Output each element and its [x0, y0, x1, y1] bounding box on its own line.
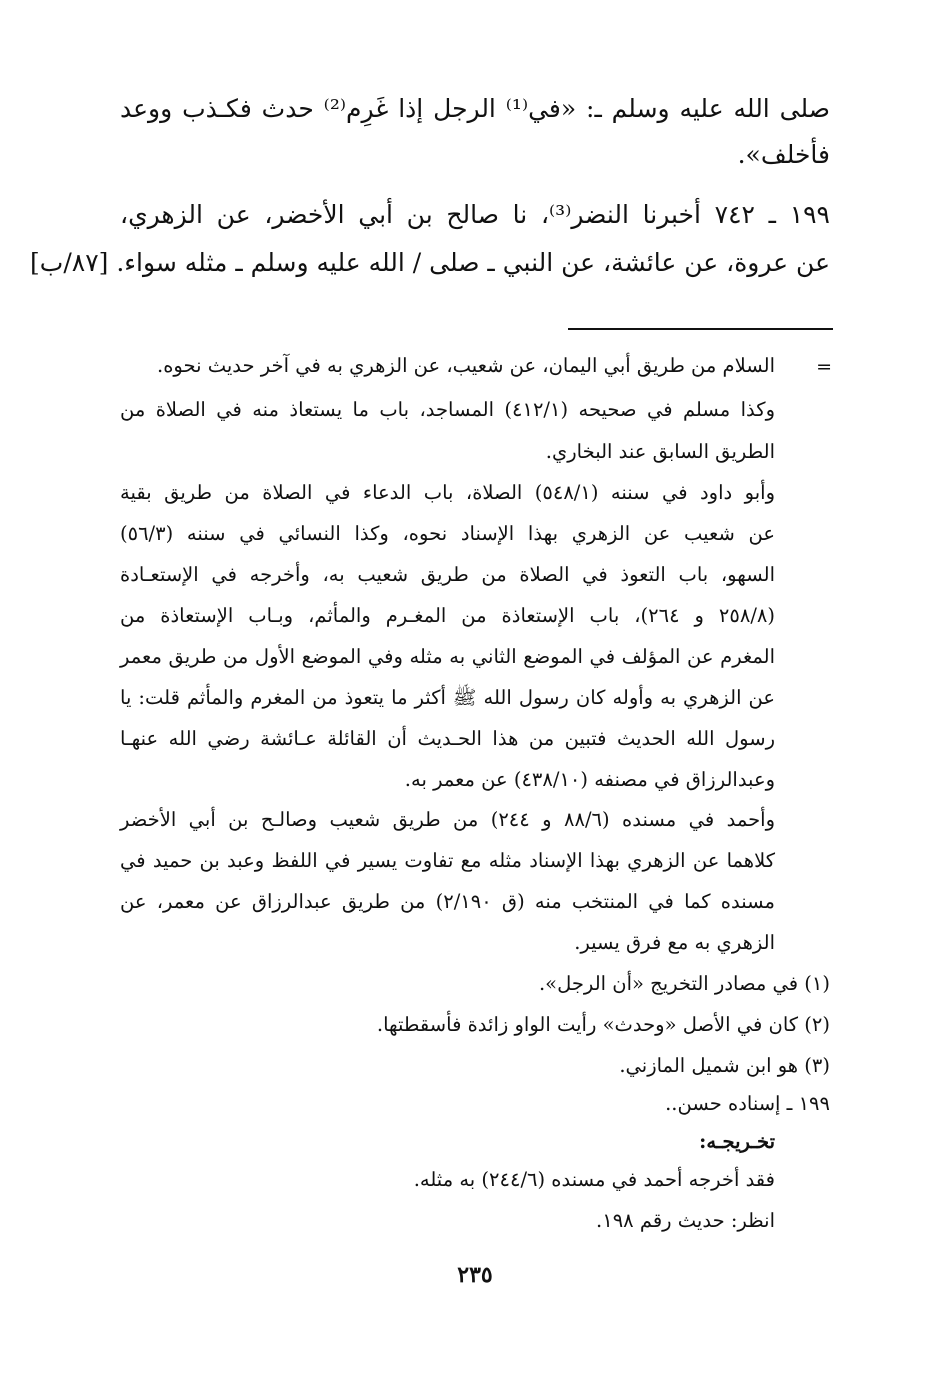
- continuation-marker: =: [816, 356, 832, 378]
- footnote-1: (١) في مصادر التخريج «أن الرجل».: [538, 972, 830, 995]
- hadith-742-line-2: عن عروة، عن عائشة، عن النبي ـ صلى / الله عليه وسلم ـ مثله سواء. [٨٧/ب]: [30, 248, 830, 277]
- footnote-line-11: وعبدالرزاق في مصنفه (٤٣٨/١٠) عن معمر به.: [404, 768, 775, 791]
- footnote-line-4: وأبو داود في سننه (٥٤٨/١) الصلاة، باب الدعاء في الصلاة من طريق بقية: [120, 481, 775, 504]
- footnote-separator: [568, 328, 833, 330]
- hadith-199-note: ١٩٩ ـ إسناده حسن..: [665, 1092, 830, 1115]
- footnote-line-8: المغرم عن المؤلف في الموضع الثاني به مثله وفي الموضع الأول من طريق معمر: [120, 645, 775, 668]
- takhrij-heading: تخـريجـه:: [699, 1130, 775, 1153]
- hadith-742-line-1: ١٩٩ ـ ٧٤٢ أخبرنا النضر⁽³⁾، نا صالح بن أبي الأخضر، عن الزهري،: [120, 200, 830, 229]
- takhrij-line-2: انظر: حديث رقم ١٩٨.: [596, 1209, 775, 1232]
- footnote-line-13: كلاهما عن الزهري بهذا الإسناد مثله مع تفاوت يسير في اللفظ وعبد بن حميد في: [120, 849, 775, 872]
- footnote-3: (٣) هو ابن شميل المازني.: [619, 1054, 830, 1077]
- footnote-line-14: مسنده كما في المنتخب منه (ق ٢/١٩٠) من طريق عبدالرزاق عن معمر، عن: [120, 890, 775, 913]
- footnote-line-7: (٢٥٨/٨ و ٢٦٤)، باب الإستعاذة من المغـرم والمأثم، وبـاب الإستعاذة من: [120, 604, 775, 627]
- main-text-line-1: صلى الله عليه وسلم ـ: «في⁽¹⁾ الرجل إذا غَرِم⁽²⁾ حدث فكـذب ووعد: [120, 94, 830, 123]
- footnote-line-9: عن الزهري به وأوله كان رسول الله ﷺ أكثر ما يتعوذ من المغرم والمأثم قلت: يا: [120, 686, 775, 709]
- main-text-line-2: فأخلف».: [737, 140, 830, 169]
- footnote-2: (٢) كان في الأصل «وحدث» رأيت الواو زائدة فأسقطتها.: [376, 1013, 830, 1036]
- footnote-line-6: السهو، باب التعوذ في الصلاة من طريق شعيب به، وأخرجه في الإستعـادة: [120, 563, 775, 586]
- footnote-line-2: وكذا مسلم في صحيحه (٤١٢/١) المساجد، باب ما يستعاذ منه في الصلاة من: [120, 398, 775, 421]
- footnote-line-10: رسول الله الحديث فتبين من هذا الحـديث أن القائلة عـائشة رضي الله عنهـا: [120, 727, 775, 750]
- footnote-line-3: الطريق السابق عند البخاري.: [545, 440, 775, 463]
- footnote-line-12: وأحمد في مسنده (٨٨/٦ و ٢٤٤) من طريق شعيب وصالـح بن أبي الأخضر: [120, 808, 775, 831]
- footnote-line-1: السلام من طريق أبي اليمان، عن شعيب، عن الزهري به في آخر حديث نحوه.: [157, 354, 775, 377]
- footnote-line-15: الزهري به مع فرق يسير.: [574, 931, 775, 954]
- page-number: ٢٣٥: [457, 1262, 493, 1288]
- footnote-line-5: عن شعيب عن الزهري بهذا الإسناد نحوه، وكذا النسائي في سننه (٥٦/٣): [120, 522, 775, 545]
- takhrij-line-1: فقد أخرجه أحمد في مسنده (٢٤٤/٦) به مثله.: [413, 1168, 775, 1191]
